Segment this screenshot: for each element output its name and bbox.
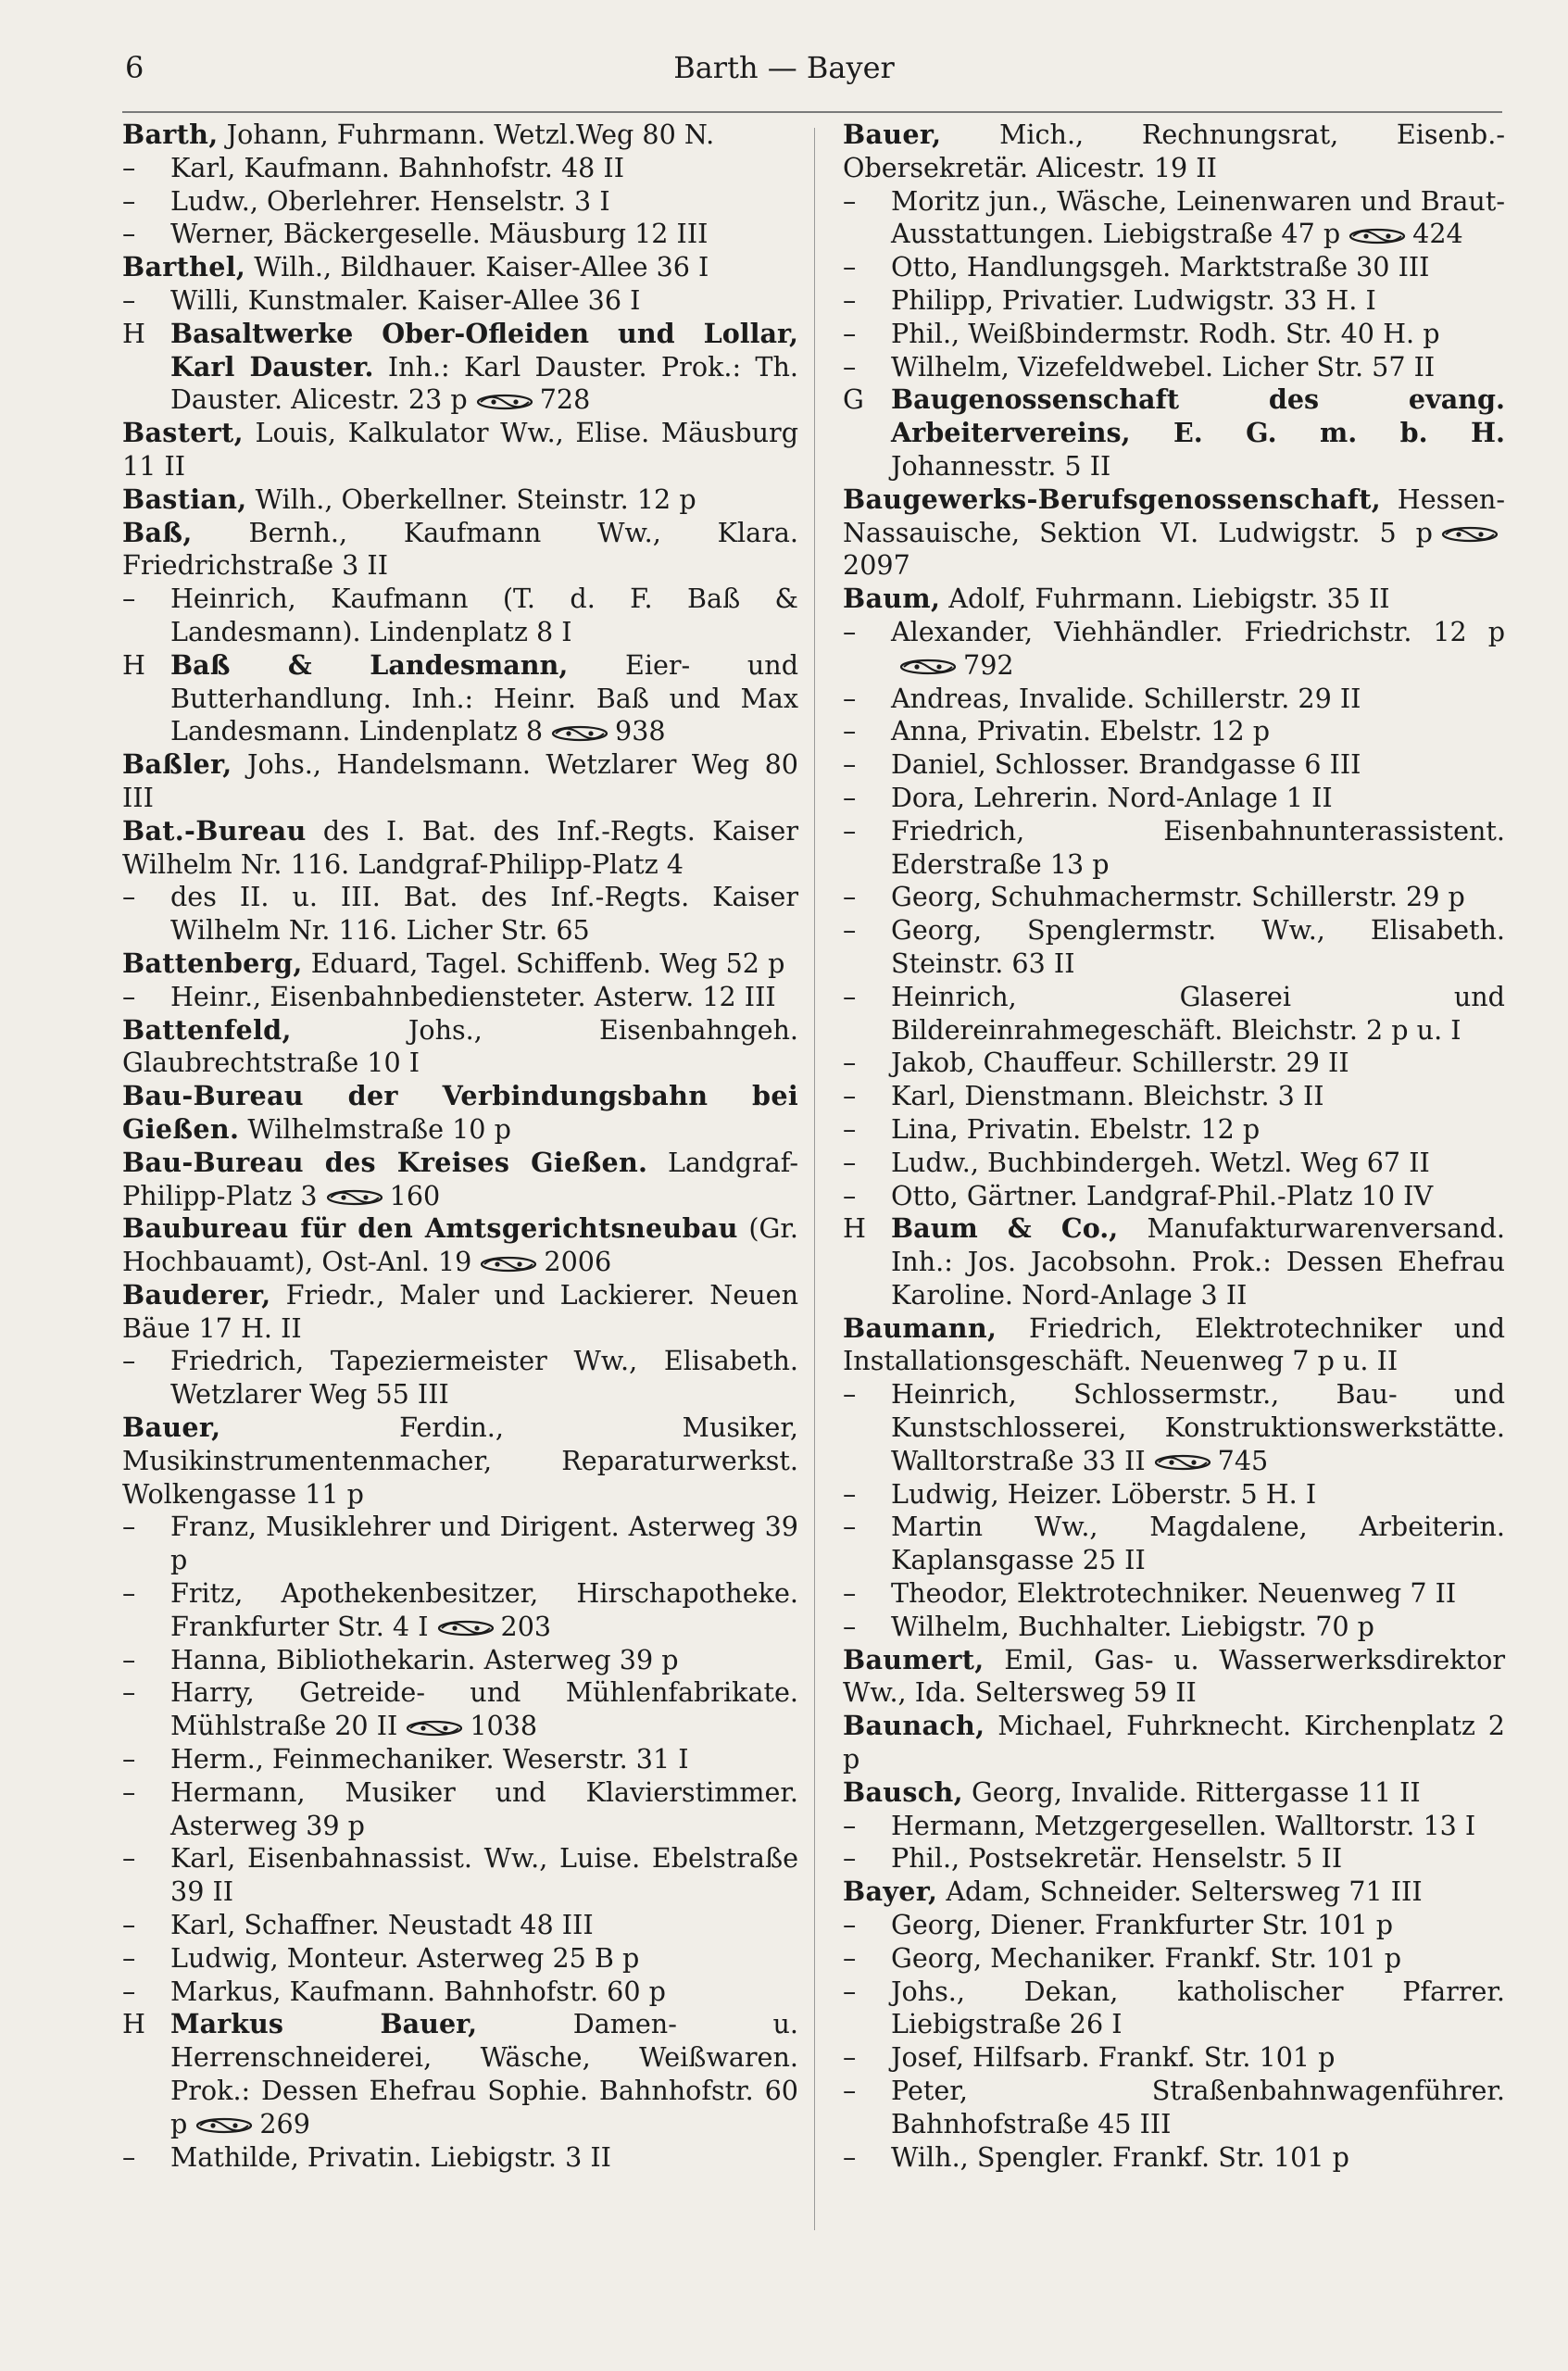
entry-text: Johs., Eisenbahngeh. Glaubrechtstraße 10 I bbox=[122, 1013, 798, 1079]
entry-text: Louis, Kalkulator Ww., Elise. Mäusburg 11 II bbox=[122, 417, 798, 482]
entry-text: Bernh., Kaufmann Ww., Klara. Friedrichstraße 3 II bbox=[122, 516, 798, 582]
entry-text: Moritz jun., Wäsche, Leinenwaren und Braut-Ausstattungen. Liebigstraße 47 p bbox=[891, 184, 1505, 250]
directory-entry bbox=[122, 2008, 798, 2140]
entry-text: Friedrich, Elektrotechniker und Installationsgeschäft. Neuenweg 7 p u. II bbox=[843, 1311, 1506, 1377]
phone-number: 269 bbox=[259, 2107, 310, 2139]
entry-text: Heinr., Eisenbahnbediensteter. Asterw. 12 III bbox=[170, 980, 776, 1012]
entry-text: Daniel, Schlosser. Brandgasse 6 III bbox=[891, 748, 1361, 781]
entry-text: Eier- und Butterhandlung. Inh.: Heinr. Baß und Max Landesmann. Lindenplatz 8 bbox=[170, 648, 799, 747]
entry-text: Johs., Dekan, katholischer Pfarrer. Liebigstraße 26 I bbox=[891, 1975, 1505, 2040]
telephone-icon bbox=[550, 725, 609, 742]
ditto-dash: – bbox=[843, 1842, 857, 1875]
directory-entry bbox=[843, 715, 1505, 748]
entry-text: Heinrich, Glaserei und Bildereinrahmegeschäft. Bleichstr. 2 p u. I bbox=[891, 980, 1505, 1046]
entry-text: Theodor, Elektrotechniker. Neuenweg 7 II bbox=[891, 1577, 1457, 1610]
entry-text: Mich., Rechnungsrat, Eisenb.-Obersekretär. Alicestr. 19 II bbox=[843, 119, 1505, 183]
firm-name: Baugenossenschaft des evang. Arbeitervereins, E. G. m. b. H. bbox=[891, 383, 1505, 449]
ditto-dash: – bbox=[843, 715, 857, 747]
directory-entry bbox=[122, 119, 798, 152]
entry-text: Georg, Invalide. Rittergasse 11 II bbox=[971, 1775, 1421, 1808]
entry-text: Eduard, Tagel. Schiffenb. Weg 52 p bbox=[310, 947, 785, 979]
directory-entry bbox=[122, 1942, 798, 1976]
entry-text: Friedrich, Eisenbahnunterassistent. Ederstraße 13 p bbox=[891, 814, 1505, 880]
ditto-dash: – bbox=[122, 980, 136, 1012]
entry-text: Hermann, Musiker und Klavierstimmer. Asterweg 39 p bbox=[170, 1775, 798, 1841]
directory-entry bbox=[122, 1743, 798, 1776]
ditto-dash: – bbox=[843, 1146, 857, 1178]
ditto-dash: – bbox=[843, 1179, 857, 1211]
firm-name: Basaltwerke Ober-Ofleiden und Lollar, Karl Dauster. bbox=[170, 317, 798, 383]
entry-surname: Baunach, bbox=[843, 1710, 985, 1742]
directory-entry bbox=[843, 616, 1505, 683]
register-flag: H bbox=[122, 648, 145, 681]
entry-surname: Baßler, bbox=[122, 748, 232, 781]
telephone-icon bbox=[1440, 526, 1499, 543]
entry-surname: Bayer, bbox=[843, 1875, 938, 1908]
entry-text: Martin Ww., Magdalene, Arbeiterin. Kaplansgasse 25 II bbox=[891, 1511, 1505, 1576]
entry-text: Georg, Spenglermstr. Ww., Elisabeth. Steinstr. 63 II bbox=[891, 914, 1505, 979]
entry-text: Hermann, Metzgergesellen. Walltorstr. 13 I bbox=[891, 1809, 1476, 1841]
ditto-dash: – bbox=[843, 2075, 857, 2107]
directory-entry bbox=[843, 2041, 1505, 2075]
directory-entry bbox=[843, 1577, 1505, 1611]
directory-entry bbox=[122, 1776, 798, 1843]
entry-text: Markus, Kaufmann. Bahnhofstr. 60 p bbox=[170, 1975, 666, 2007]
ditto-dash: – bbox=[843, 2041, 857, 2074]
directory-entry bbox=[843, 881, 1505, 914]
directory-entry bbox=[122, 417, 798, 483]
telephone-icon bbox=[436, 1620, 495, 1637]
directory-entry bbox=[843, 2075, 1505, 2141]
directory-entry bbox=[122, 947, 798, 981]
firm-name: Baum & Co., bbox=[891, 1212, 1119, 1245]
firm-name: Markus Bauer, bbox=[170, 2008, 478, 2040]
directory-entry bbox=[843, 1113, 1505, 1147]
entry-surname: Baß, bbox=[122, 516, 193, 548]
directory-entry bbox=[843, 981, 1505, 1048]
ditto-dash: – bbox=[843, 914, 857, 947]
directory-entry bbox=[843, 1047, 1505, 1080]
directory-entry bbox=[122, 517, 798, 583]
ditto-dash: – bbox=[122, 151, 136, 183]
directory-entry bbox=[843, 1478, 1505, 1512]
entry-text: Hessen-Nassauische, Sektion VI. Ludwigstr. 5 p bbox=[843, 483, 1505, 548]
telephone-icon bbox=[194, 2117, 254, 2134]
entry-text: (Gr. Hochbauamt), Ost-Anl. 19 bbox=[122, 1212, 798, 1278]
ditto-dash: – bbox=[843, 1511, 857, 1543]
entry-text: Hanna, Bibliothekarin. Asterweg 39 p bbox=[170, 1643, 679, 1675]
entry-text: Philipp, Privatier. Ludwigstr. 33 H. I bbox=[891, 283, 1376, 316]
directory-entry bbox=[122, 1212, 798, 1279]
directory-entry bbox=[843, 683, 1505, 716]
ditto-dash: – bbox=[122, 1511, 136, 1543]
directory-entry bbox=[122, 1644, 798, 1677]
entry-surname: Barthel, bbox=[122, 251, 246, 283]
directory-entry bbox=[843, 383, 1505, 483]
entry-text: Wilhelm, Buchhalter. Liebigstr. 70 p bbox=[891, 1610, 1374, 1642]
telephone-icon bbox=[405, 1720, 464, 1737]
entry-text: Wilhelm, Vizefeldwebel. Licher Str. 57 II bbox=[891, 350, 1436, 383]
directory-entry bbox=[122, 815, 798, 882]
ditto-dash: – bbox=[843, 781, 857, 813]
ditto-dash: – bbox=[122, 1941, 136, 1974]
ditto-dash: – bbox=[122, 283, 136, 316]
entry-text: Mathilde, Privatin. Liebigstr. 3 II bbox=[170, 2140, 611, 2173]
directory-entry bbox=[122, 981, 798, 1014]
directory-entry bbox=[122, 1511, 798, 1577]
entry-text: Johann, Fuhrmann. Wetzl.Weg 80 N. bbox=[226, 119, 715, 150]
entry-surname: Bauer, bbox=[843, 119, 942, 150]
ditto-dash: – bbox=[122, 1676, 136, 1709]
directory-entry bbox=[843, 1511, 1505, 1577]
directory-entry bbox=[843, 782, 1505, 815]
page-header bbox=[0, 50, 1568, 96]
entry-text: Peter, Straßenbahnwagenführer. Bahnhofstraße 45 III bbox=[891, 2075, 1505, 2139]
ditto-dash: – bbox=[122, 1909, 136, 1941]
entry-text: Andreas, Invalide. Schillerstr. 29 II bbox=[891, 682, 1361, 714]
entry-text: Michael, Fuhrknecht. Kirchenplatz 2 p bbox=[843, 1710, 1505, 1775]
directory-entry bbox=[122, 1080, 798, 1147]
entry-text: Wilh., Oberkellner. Steinstr. 12 p bbox=[255, 483, 696, 515]
ditto-dash: – bbox=[122, 881, 136, 913]
phone-number: 792 bbox=[963, 648, 1014, 681]
directory-entry bbox=[122, 1976, 798, 2009]
directory-entry bbox=[122, 185, 798, 219]
entry-text: Wilh., Spengler. Frankf. Str. 101 p bbox=[891, 2140, 1349, 2173]
ditto-dash: – bbox=[843, 283, 857, 316]
running-head: Barth — Bayer bbox=[673, 50, 895, 85]
directory-entry bbox=[843, 1212, 1505, 1311]
directory-entry bbox=[122, 583, 798, 649]
ditto-dash: – bbox=[122, 1643, 136, 1675]
ditto-dash: – bbox=[843, 1378, 857, 1411]
directory-entry bbox=[122, 1577, 798, 1644]
entry-text: Lina, Privatin. Ebelstr. 12 p bbox=[891, 1112, 1261, 1145]
entry-surname: Baumert, bbox=[843, 1643, 985, 1675]
phone-number: 2097 bbox=[843, 549, 910, 582]
ditto-dash: – bbox=[843, 251, 857, 283]
directory-entry bbox=[843, 815, 1505, 882]
entry-text: Wilhelmstraße 10 p bbox=[247, 1112, 511, 1145]
directory-entry bbox=[122, 1909, 798, 1942]
ditto-dash: – bbox=[843, 748, 857, 781]
directory-entry bbox=[843, 1611, 1505, 1644]
directory-entry bbox=[843, 251, 1505, 284]
page-number: 6 bbox=[125, 50, 144, 85]
register-flag: H bbox=[122, 2008, 145, 2040]
directory-entry bbox=[122, 881, 798, 947]
ditto-dash: – bbox=[843, 814, 857, 847]
directory-entry bbox=[843, 1180, 1505, 1213]
ditto-dash: – bbox=[843, 1577, 857, 1610]
entry-text: Heinrich, Schlossermstr., Bau- und Kunstschlosserei, Konstruktionswerkstätte. Walltorstraße 33 II bbox=[891, 1378, 1505, 1476]
entry-text: Jakob, Chauffeur. Schillerstr. 29 II bbox=[891, 1047, 1349, 1079]
directory-entry bbox=[122, 1014, 798, 1081]
entry-text: Karl, Schaffner. Neustadt 48 III bbox=[170, 1909, 594, 1941]
directory-entry bbox=[843, 1976, 1505, 2042]
entry-surname: Bauderer, bbox=[122, 1278, 271, 1311]
directory-entry bbox=[843, 1312, 1505, 1379]
directory-entry bbox=[843, 1776, 1505, 1810]
telephone-icon bbox=[1153, 1454, 1212, 1471]
directory-entry bbox=[843, 1147, 1505, 1180]
entry-surname: Baumann, bbox=[843, 1311, 997, 1344]
entry-surname: Bauer, bbox=[122, 1411, 221, 1444]
directory-entry bbox=[122, 2141, 798, 2175]
entry-text: Heinrich, Kaufmann (T. d. F. Baß & Landesmann). Lindenplatz 8 I bbox=[170, 583, 798, 647]
entry-text: Manufakturwarenversand. Inh.: Jos. Jacobsohn. Prok.: Dessen Ehefrau Karoline. Nord-Anlage 3 II bbox=[891, 1212, 1505, 1311]
ditto-dash: – bbox=[843, 1112, 857, 1145]
register-flag: H bbox=[122, 317, 145, 349]
directory-entry bbox=[122, 218, 798, 251]
entry-text: Karl, Dienstmann. Bleichstr. 3 II bbox=[891, 1080, 1324, 1112]
entry-surname: Battenfeld, bbox=[122, 1013, 292, 1046]
entry-text: Damen- u. Herrenschneiderei, Wäsche, Weißwaren. Prok.: Dessen Ehefrau Sophie. Bahnhofstr. 60 p bbox=[170, 2008, 799, 2139]
ditto-dash: – bbox=[843, 350, 857, 383]
directory-entry bbox=[843, 1080, 1505, 1113]
ditto-dash: – bbox=[843, 1610, 857, 1642]
phone-number: 728 bbox=[539, 383, 591, 416]
entry-text: Otto, Gärtner. Landgraf-Phil.-Platz 10 IV bbox=[891, 1179, 1434, 1211]
entry-text: Johannesstr. 5 II bbox=[891, 449, 1111, 482]
ditto-dash: – bbox=[122, 1975, 136, 2007]
telephone-icon bbox=[475, 394, 534, 410]
directory-entry bbox=[122, 1279, 798, 1346]
entry-text: Josef, Hilfsarb. Frankf. Str. 101 p bbox=[891, 2041, 1336, 2074]
directory-entry bbox=[122, 483, 798, 517]
entry-text: Otto, Handlungsgeh. Marktstraße 30 III bbox=[891, 251, 1430, 283]
entry-text: Georg, Mechaniker. Frankf. Str. 101 p bbox=[891, 1941, 1402, 1974]
ditto-dash: – bbox=[122, 1743, 136, 1775]
directory-entry bbox=[843, 1942, 1505, 1976]
directory-entry bbox=[122, 748, 798, 815]
entry-text: Ferdin., Musiker, Musikinstrumentenmacher, Reparaturwerkst. Wolkengasse 11 p bbox=[122, 1411, 799, 1510]
entry-text: Herm., Feinmechaniker. Weserstr. 31 I bbox=[170, 1743, 689, 1775]
ditto-dash: – bbox=[843, 184, 857, 217]
ditto-dash: – bbox=[122, 1842, 136, 1875]
entry-text: Inh.: Karl Dauster. Prok.: Th. Dauster. Alicestr. 23 p bbox=[170, 350, 798, 416]
entry-surname: Baugewerks-Berufsgenossenschaft, bbox=[843, 483, 1382, 515]
directory-entry bbox=[122, 1147, 798, 1213]
entry-surname: Battenberg, bbox=[122, 947, 303, 979]
entry-text: Werner, Bäckergeselle. Mäusburg 12 III bbox=[170, 218, 709, 250]
entry-text: Phil., Weißbindermstr. Rodh. Str. 40 H. p bbox=[891, 317, 1440, 349]
ditto-dash: – bbox=[122, 184, 136, 217]
entry-text: Alexander, Viehhändler. Friedrichstr. 12 p bbox=[891, 615, 1505, 647]
directory-entry bbox=[122, 251, 798, 284]
register-flag: H bbox=[843, 1212, 866, 1245]
directory-entry bbox=[843, 1909, 1505, 1942]
directory-entry bbox=[843, 1710, 1505, 1776]
entry-surname: Bau-Bureau des Kreises Gießen. bbox=[122, 1146, 648, 1178]
directory-entry bbox=[843, 1644, 1505, 1711]
directory-entry bbox=[122, 284, 798, 318]
directory-entry bbox=[843, 748, 1505, 782]
entry-text: Karl, Eisenbahnassist. Ww., Luise. Ebelstraße 39 II bbox=[170, 1842, 798, 1908]
ditto-dash: – bbox=[843, 317, 857, 349]
entry-text: Ludw., Buchbindergeh. Wetzl. Weg 67 II bbox=[891, 1146, 1430, 1178]
header-rule bbox=[122, 111, 1502, 113]
entry-text: Franz, Musiklehrer und Dirigent. Asterweg 39 p bbox=[170, 1511, 798, 1576]
directory-entry bbox=[843, 1810, 1505, 1843]
entry-text: Georg, Diener. Frankfurter Str. 101 p bbox=[891, 1909, 1394, 1941]
entry-text: Friedrich, Tapeziermeister Ww., Elisabeth. Wetzlarer Weg 55 III bbox=[170, 1345, 798, 1411]
directory-entry bbox=[843, 185, 1505, 252]
entry-text: Karl, Kaufmann. Bahnhofstr. 48 II bbox=[170, 151, 625, 183]
entry-text: Adam, Schneider. Seltersweg 71 III bbox=[946, 1875, 1423, 1908]
column-divider bbox=[814, 128, 815, 2230]
directory-entry bbox=[122, 1411, 798, 1511]
entry-text: Johs., Handelsmann. Wetzlarer Weg 80 III bbox=[122, 748, 799, 813]
ditto-dash: – bbox=[843, 1047, 857, 1079]
ditto-dash: – bbox=[122, 583, 136, 615]
register-flag: G bbox=[843, 383, 864, 416]
entry-text: Fritz, Apothekenbesitzer, Hirschapotheke. Frankfurter Str. 4 I bbox=[170, 1577, 798, 1642]
entry-text: des II. u. III. Bat. des Inf.-Regts. Kaiser Wilhelm Nr. 116. Licher Str. 65 bbox=[170, 881, 798, 947]
entry-surname: Bausch, bbox=[843, 1775, 963, 1808]
entry-text: Friedr., Maler und Lackierer. Neuen Bäue 17 H. II bbox=[122, 1278, 798, 1344]
entry-text: Adolf, Fuhrmann. Liebigstr. 35 II bbox=[948, 583, 1390, 615]
phone-number: 938 bbox=[615, 715, 666, 747]
directory-entry bbox=[843, 1875, 1505, 1909]
directory-entry bbox=[843, 483, 1505, 583]
directory-entry bbox=[843, 1842, 1505, 1875]
entry-surname: Bastert, bbox=[122, 417, 244, 449]
ditto-dash: – bbox=[843, 980, 857, 1012]
directory-entry bbox=[122, 318, 798, 417]
directory-entry bbox=[122, 649, 798, 748]
directory-entry bbox=[843, 583, 1505, 616]
telephone-icon bbox=[325, 1189, 384, 1206]
ditto-dash: – bbox=[122, 2140, 136, 2173]
entry-text: Ludwig, Monteur. Asterweg 25 B p bbox=[170, 1941, 640, 1974]
entry-surname: Baum, bbox=[843, 583, 941, 615]
entry-text: Anna, Privatin. Ebelstr. 12 p bbox=[891, 715, 1271, 747]
entry-surname: Bat.-Bureau bbox=[122, 814, 307, 847]
phone-number: 203 bbox=[500, 1610, 552, 1642]
entry-surname: Barth, bbox=[122, 119, 219, 150]
phone-number: 745 bbox=[1217, 1444, 1269, 1476]
telephone-icon bbox=[1348, 228, 1407, 245]
ditto-dash: – bbox=[122, 1775, 136, 1808]
entry-surname: Baubureau für den Amtsgerichtsneubau bbox=[122, 1212, 738, 1245]
left-column bbox=[122, 119, 798, 2174]
phone-number: 2006 bbox=[544, 1246, 612, 1278]
entry-text: Ludwig, Heizer. Löberstr. 5 H. I bbox=[891, 1477, 1317, 1510]
entry-text: des I. Bat. des Inf.-Regts. Kaiser Wilhelm Nr. 116. Landgraf-Philipp-Platz 4 bbox=[122, 814, 798, 880]
ditto-dash: – bbox=[122, 1577, 136, 1610]
directory-entry bbox=[122, 1676, 798, 1743]
ditto-dash: – bbox=[843, 1909, 857, 1941]
directory-entry bbox=[843, 318, 1505, 351]
directory-entry bbox=[843, 351, 1505, 384]
entry-surname: Bastian, bbox=[122, 483, 247, 515]
entry-text: Georg, Schuhmachermstr. Schillerstr. 29 p bbox=[891, 881, 1465, 913]
entry-text: Emil, Gas- u. Wasserwerksdirektor Ww., Ida. Seltersweg 59 II bbox=[843, 1643, 1506, 1709]
directory-entry bbox=[843, 119, 1505, 185]
ditto-dash: – bbox=[843, 1080, 857, 1112]
telephone-icon bbox=[479, 1256, 538, 1273]
ditto-dash: – bbox=[843, 1975, 857, 2007]
firm-name: Baß & Landesmann, bbox=[170, 648, 569, 681]
directory-entry bbox=[122, 1345, 798, 1411]
entry-text: Phil., Postsekretär. Henselstr. 5 II bbox=[891, 1842, 1343, 1875]
phone-number: 1038 bbox=[470, 1710, 538, 1742]
telephone-icon bbox=[898, 659, 958, 675]
ditto-dash: – bbox=[122, 218, 136, 250]
entry-text: Landgraf-Philipp-Platz 3 bbox=[122, 1146, 798, 1211]
entry-text: Dora, Lehrerin. Nord-Anlage 1 II bbox=[891, 781, 1333, 813]
right-column bbox=[843, 119, 1505, 2174]
directory-entry bbox=[843, 284, 1505, 318]
directory-entry bbox=[122, 152, 798, 185]
ditto-dash: – bbox=[122, 1345, 136, 1377]
ditto-dash: – bbox=[843, 615, 857, 647]
ditto-dash: – bbox=[843, 1809, 857, 1841]
directory-entry bbox=[843, 914, 1505, 981]
entry-text: Wilh., Bildhauer. Kaiser-Allee 36 I bbox=[254, 251, 709, 283]
entry-text: Ludw., Oberlehrer. Henselstr. 3 I bbox=[170, 184, 610, 217]
entry-text: Willi, Kunstmaler. Kaiser-Allee 36 I bbox=[170, 283, 641, 316]
entry-surname: Bau-Bureau der Verbindungsbahn bei Gießen. bbox=[122, 1080, 798, 1145]
directory-entry bbox=[122, 1842, 798, 1909]
phone-number: 160 bbox=[389, 1179, 441, 1211]
ditto-dash: – bbox=[843, 881, 857, 913]
directory-entry bbox=[843, 1378, 1505, 1477]
ditto-dash: – bbox=[843, 1941, 857, 1974]
entry-text: Harry, Getreide- und Mühlenfabrikate. Mühlstraße 20 II bbox=[170, 1676, 798, 1742]
directory-entry bbox=[843, 2141, 1505, 2175]
ditto-dash: – bbox=[843, 682, 857, 714]
phone-number: 424 bbox=[1412, 218, 1463, 250]
ditto-dash: – bbox=[843, 2140, 857, 2173]
ditto-dash: – bbox=[843, 1477, 857, 1510]
